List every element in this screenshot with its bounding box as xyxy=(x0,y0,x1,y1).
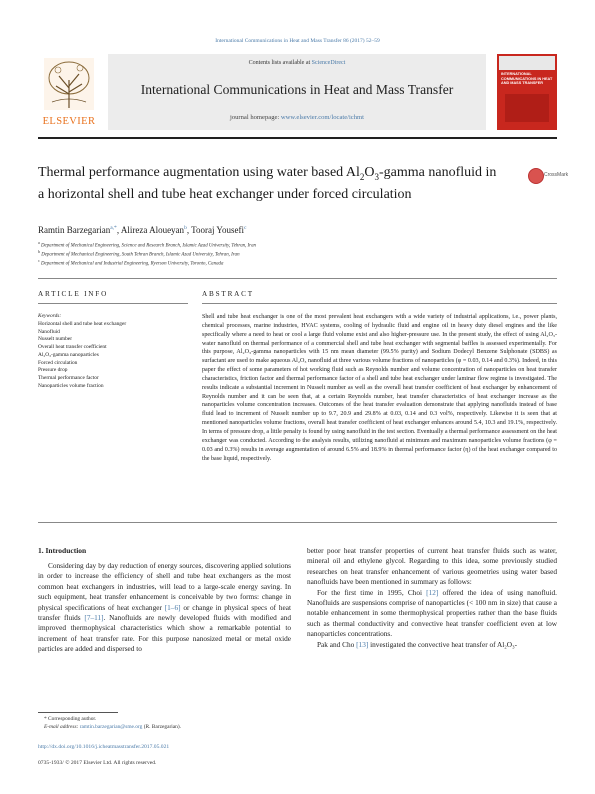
sciencedirect-link[interactable]: ScienceDirect xyxy=(311,60,346,66)
abstract-end-divider xyxy=(38,522,557,523)
keywords-list xyxy=(38,321,126,390)
body-column-right xyxy=(307,546,557,650)
keyword: Al₂O₃-gamma nanoparticles xyxy=(38,351,99,358)
elsevier-tree-icon xyxy=(44,58,94,110)
article-info-heading: ARTICLE INFO xyxy=(38,290,109,298)
citation-link[interactable]: [7–11] xyxy=(84,613,104,623)
abstract-text: Shell and tube heat exchanger is one of the most prevalent heat exchangers with a wide variety of industrial applications, i.e., power plants, chemical processes, marine industries, HVAC systems, cooling of hydraulic fluid and engine oil in heavy duty diesel engines and the like specifically where a need to heat or cool a large fluid volume exist and also higher-pressure use. In the present study, the effect of using Al₂O₃-water nanofluid on thermal performance of a commercial shell and tube heat exchanger with segmental baffles is assessed experimentally. For this purpose, Al₂O₃-gamma nanoparticles with 15 nm mean diameter (99.5% purity) and Sodium Dodecyl Benzene Sulphonate (SDBS) as surfactant are used to make aqueous Al₂O₃ nanofluid at three various volume fractions of nanoparticles (φ = 0.03, 0.14 and 0.3%). Indeed, in this paper the effect of some parameters of hot working fluid such as Reynolds number and volume concentration of nanoparticles on heat transfer characteristics, friction factor and thermal performance factor of a shell and tube heat exchanger under laminar flow regime is investigated. The results indicate a substantial increment in Nusselt number as well as the overall heat transfer coefficient of heat exchanger by enhancement of Reynolds number and it can be seen that, at a certain Reynolds number, heat transfer characteristics of heat exchanger increase as the nanoparticles volume concentration increases. Outcomes of the heat transfer evaluation demonstrate that applying nanofluids instead of base fluid lead to increment of Nusselt number up to 9.7, 20.9 and 29.8% at 0.03, 0.14 and 0.3 vol%, respectively. Likewise it is seen that at mentioned nanoparticles volume fractions, overall heat transfer coefficient of heat exchanger enhances around 5.4, 10.3 and 19.1%, respectively. In terms of pressure drop, a little penalty is found by using nanofluid in the test section. Eventually a thermal performance assessment on the heat exchanger was conducted. According to the analysis results, utilizing nanofluid at minimum and maximum nanoparticles volume fractions (φ = 0.03 and 0.3%) results in average augmentation of around 6.5% and 18.9% in thermal performance factor (η) of the heat exchanger compared to the base liquid, respectively. xyxy=(202,314,557,462)
email-footnote: E-mail address: ramtin.barzegarian@sme.org (R. Barzegarian). xyxy=(44,724,181,730)
crossmark-badge[interactable] xyxy=(528,166,569,186)
banner-divider xyxy=(38,137,557,139)
keyword: Overall heat transfer coefficient xyxy=(38,344,107,351)
section-heading: 1. Introduction xyxy=(38,546,87,555)
author-name[interactable]: Ramtin Barzegarian xyxy=(38,225,111,235)
body-column-left xyxy=(38,561,291,655)
publisher-name: ELSEVIER xyxy=(42,116,96,127)
journal-info-box xyxy=(108,54,486,130)
keywords-label: Keywords: xyxy=(38,313,62,319)
keyword: Nanoparticles volume fraction xyxy=(38,382,104,389)
homepage-link[interactable]: www.elsevier.com/locate/ichmt xyxy=(280,114,364,121)
citation-link[interactable]: [13] xyxy=(356,639,369,649)
paragraph: Pak and Cho [13] investigated the convective heat transfer of Al₂O₃- xyxy=(317,639,518,649)
journal-homepage: journal homepage: www.elsevier.com/locate/ichmt xyxy=(230,114,364,121)
affiliation: $^b$ Department of Mechanical Engineering, South Tehran Branch, Islamic Azad University, Tehran, Iran xyxy=(38,249,240,258)
affiliation: $^c$ Department of Mechanical and Industrial Engineering, Ryerson University, Toronto, Canada xyxy=(38,258,224,267)
author-name[interactable]: Tooraj Yousefi xyxy=(191,225,245,235)
corresponding-author-note: * Corresponding author. xyxy=(44,716,97,722)
keyword: Nanofluid xyxy=(38,328,60,335)
keyword: Thermal performance factor xyxy=(38,374,99,381)
cover-graphic xyxy=(505,94,549,122)
journal-banner xyxy=(38,54,557,132)
keyword: Nusselt number xyxy=(38,336,72,343)
abstract-heading: ABSTRACT xyxy=(202,290,254,298)
footnote-rule xyxy=(38,712,118,713)
author-list: Ramtin Barzegarian$^{a,*}$, Alireza Aloueyan$^b$, Tooraj Yousefi$^c$ xyxy=(38,225,247,235)
doi-link[interactable]: http://dx.doi.org/10.1016/j.icheatmasstransfer.2017.05.021 xyxy=(38,744,170,750)
crossmark-label: CrossMark xyxy=(544,172,569,178)
keyword: Horizontal shell and tube heat exchanger xyxy=(38,321,127,327)
email-link[interactable]: ramtin.barzegarian@sme.org xyxy=(79,724,143,730)
header-divider xyxy=(38,278,557,279)
running-head[interactable]: International Communications in Heat and Mass Transfer 86 (2017) 52–59 xyxy=(215,38,380,44)
cover-title: INTERNATIONAL COMMUNICATIONS IN HEAT AND MASS TRANSFER xyxy=(501,72,553,86)
article-info-rule xyxy=(38,303,188,304)
copyright-line: 0735-1933/ © 2017 Elsevier Ltd. All rights reserved. xyxy=(38,760,157,766)
abstract-rule xyxy=(202,303,557,304)
elsevier-logo[interactable] xyxy=(38,54,100,130)
article-title: Thermal performance augmentation using water based $Al_2O_3$-gamma nanofluid in a horizontal shell and tube heat exchanger under forced circulation xyxy=(38,165,497,202)
paragraph: Considering day by day reduction of energy sources, discovering applied solutions in order to increase the efficiency of shell and tube heat exchangers as the most common heat exchangers in industries, will lead to a large-scale energy saving. In such equipment, heat transfer enhancement is conceivable by two forms: change in physical specifications of heat exchanger [1–6] or change in physical specs of heat transfer fluids [7–11]. Nanofluids are newly developed fluids with modified and improved thermophysical characteristics which show a remarkable potential to increment of heat transfer rate. For this purpose nanosized metal or metal oxide particles are added and dispersed to xyxy=(38,561,291,654)
author-name[interactable]: Alireza Aloueyan xyxy=(120,225,185,235)
citation-link[interactable]: [12] xyxy=(426,587,439,597)
contents-line: Contents lists available at ScienceDirect xyxy=(248,60,346,66)
keyword: Forced circulation xyxy=(38,359,78,366)
citation-link[interactable]: [1–6] xyxy=(164,602,181,612)
journal-title: International Communications in Heat and Mass Transfer xyxy=(140,82,454,97)
cover-header xyxy=(499,56,555,70)
paragraph: better poor heat transfer properties of current heat transfer fluids such as water, mineral oil and ethylene glycol. Regarding to this idea, some previously studied researches on heat transfer enhancement of various geometries using water based nanofluids have been mentioned in summary as follows: xyxy=(307,546,557,587)
affiliation: $^a$ Department of Mechanical Engineering, Science and Research Branch, Islamic Azad University, Tehran, Iran xyxy=(38,240,256,249)
crossmark-icon xyxy=(528,168,544,184)
journal-cover-thumbnail[interactable] xyxy=(497,54,557,130)
paragraph: For the first time in 1995, Choi [12] offered the idea of using nanofluid. Nanofluids are suspensions comprise of nanoparticles (< 100 nm in size) that cause a notable enhancement in some thermophysical properties rather than the base fluids such as thermal conductivity and convective heat transfer coefficient even at low nanoparticles concentrations. xyxy=(307,587,557,639)
keyword: Pressure drop xyxy=(38,367,68,374)
